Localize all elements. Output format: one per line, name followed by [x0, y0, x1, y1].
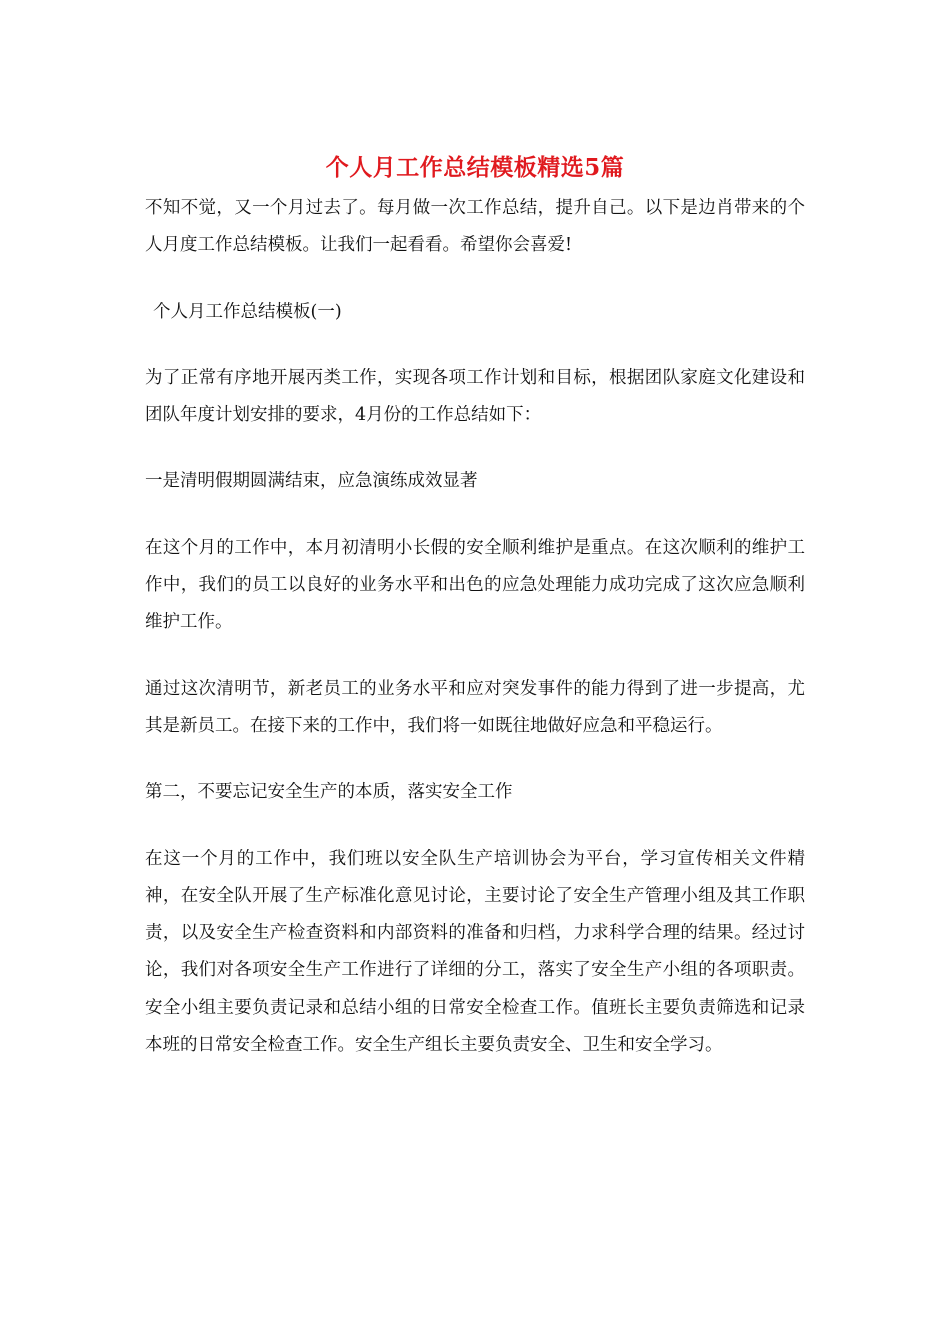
- subsection-heading: 一是清明假期圆满结束，应急演练成效显著: [145, 471, 478, 492]
- body-paragraph: 为了正常有序地开展丙类工作，实现各项工作计划和目标，根据团队家庭文化建设和团队年度计划安排的要求，4月份的工作总结如下：: [145, 367, 805, 426]
- body-paragraph: 在这个月的工作中，本月初清明小长假的安全顺利维护是重点。在这次顺利的维护工作中，我们的员工以良好的业务水平和出色的应急处理能力成功完成了这次应急顺利维护工作。: [145, 537, 805, 633]
- subsection-heading: 第二，不要忘记安全生产的本质，落实安全工作: [145, 782, 513, 803]
- document-body: [145, 190, 805, 1093]
- intro-paragraph: 不知不觉，又一个月过去了。每月做一次工作总结，提升自己。以下是边肖带来的个人月度工作总结模板。让我们一起看看。希望你会喜爱!: [145, 198, 805, 256]
- body-paragraph: 通过这次清明节，新老员工的业务水平和应对突发事件的能力得到了进一步提高，尤其是新员工。在接下来的工作中，我们将一如既往地做好应急和平稳运行。: [145, 678, 805, 736]
- document-title: 个人月工作总结模板精选5篇: [325, 154, 625, 181]
- section-heading: 个人月工作总结模板(一): [153, 301, 342, 322]
- body-paragraph: 在这一个月的工作中，我们班以安全队生产培训协会为平台，学习宣传相关文件精神，在安全队开展了生产标准化意见讨论，主要讨论了安全生产管理小组及其工作职责，以及安全生产检查资料和内部资料的准备和归档，力求科学合理的结果。经过讨论，我们对各项安全生产工作进行了详细的分工，落实了安全生产小组的各项职责。安全小组主要负责记录和总结小组的日常安全检查工作。值班长主要负责筛选和记录本班的日常安全检查工作。安全生产组长主要负责安全、卫生和安全学习。: [145, 848, 805, 1056]
